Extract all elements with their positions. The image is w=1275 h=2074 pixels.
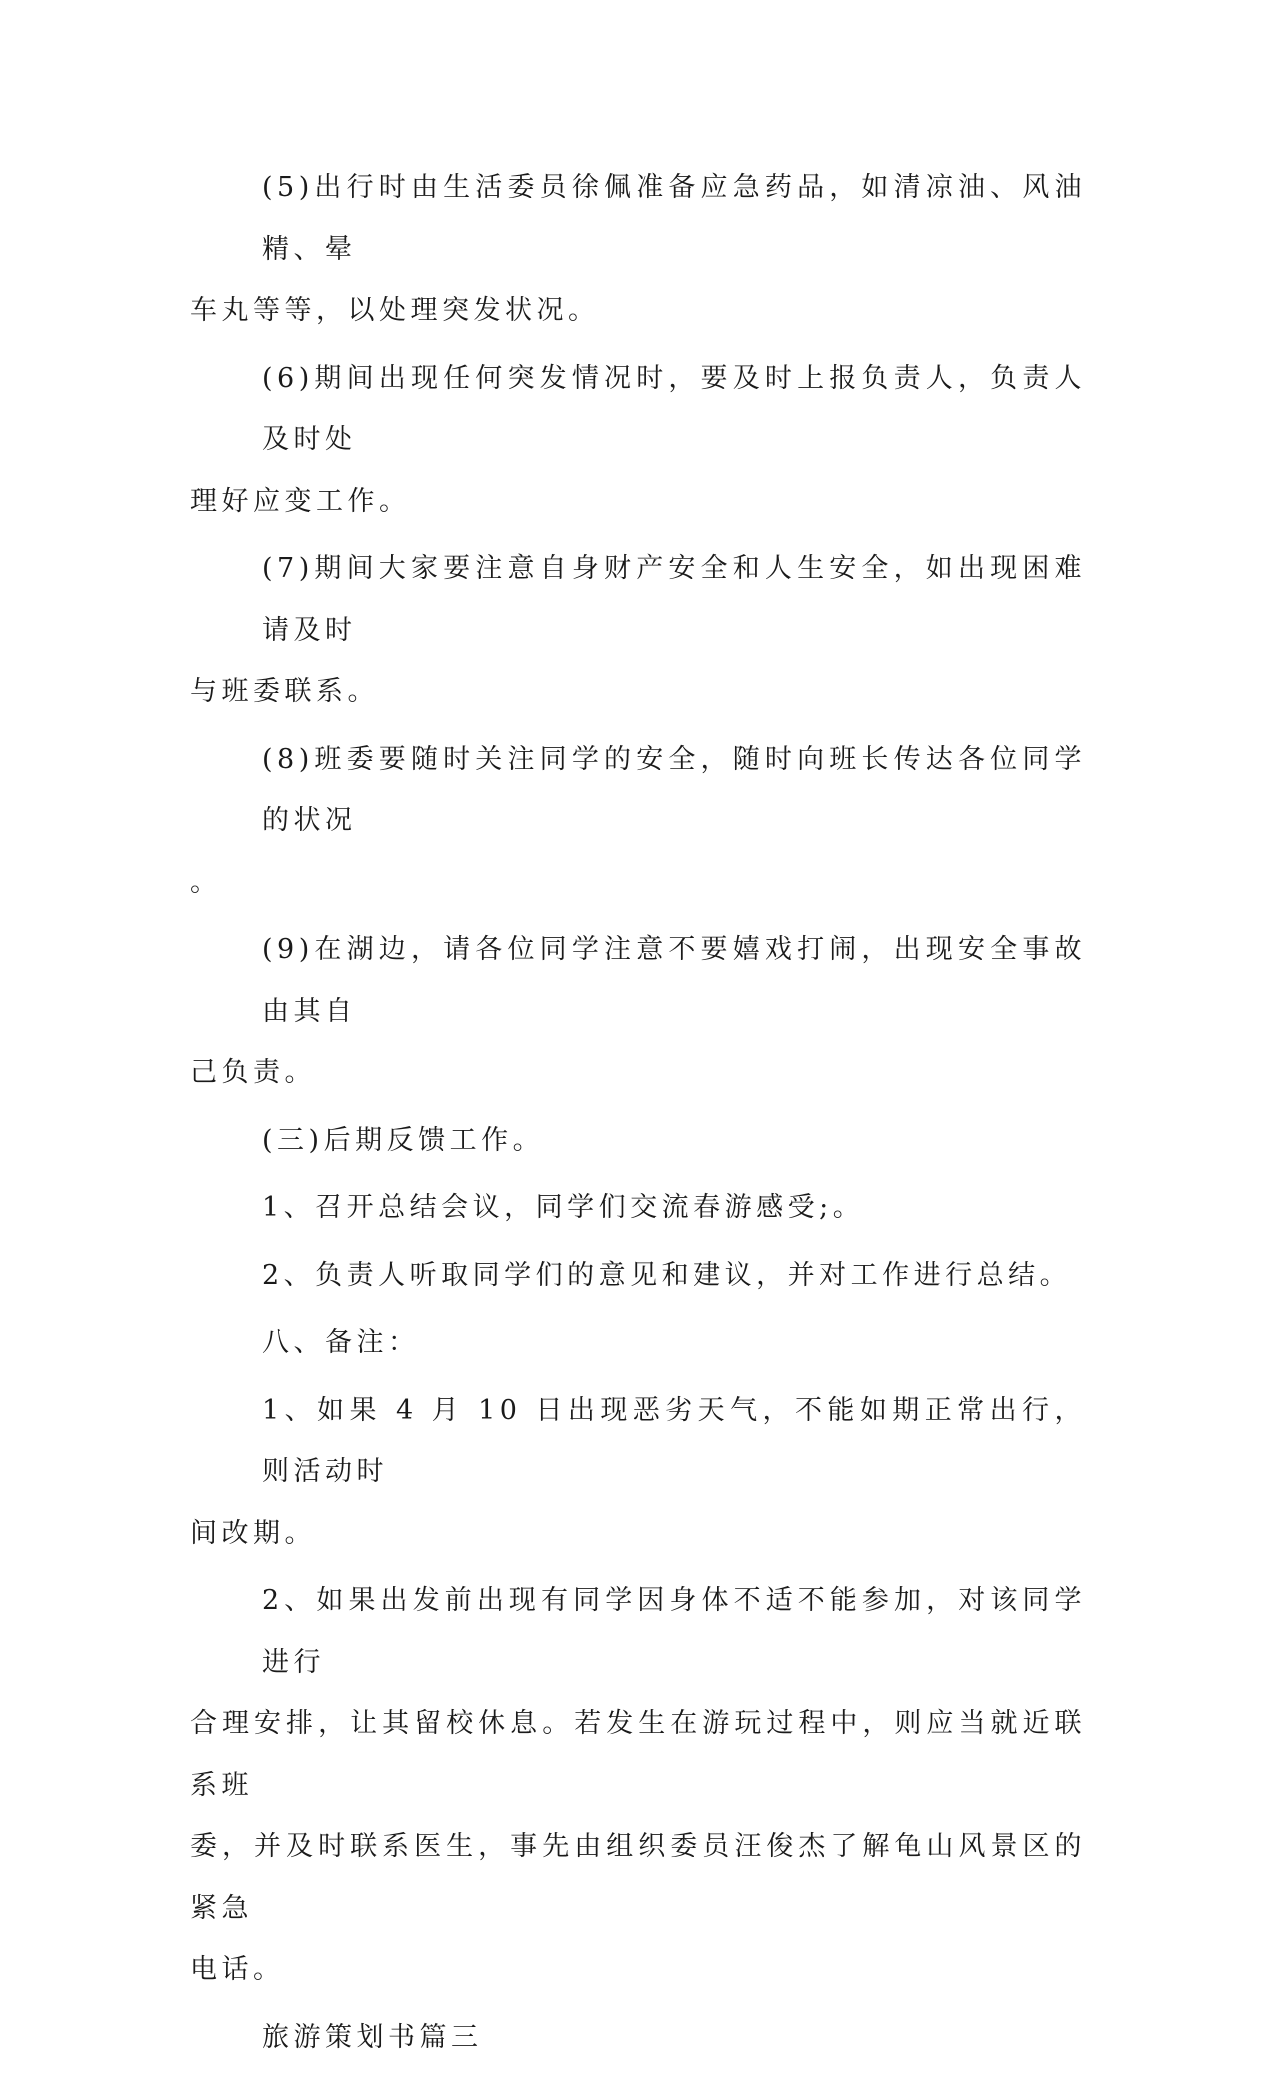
section-heading-notes	[190, 1312, 1086, 1374]
paragraph-item-8	[190, 729, 1086, 914]
paragraph-item-9	[190, 919, 1086, 1104]
paragraph-item-7	[190, 538, 1086, 723]
text-line: 电话。	[190, 1954, 285, 1985]
paragraph-item-6	[190, 348, 1086, 533]
text-line: (8)班委要随时关注同学的安全，随时向班长传达各位同学的状况	[262, 743, 1086, 836]
text-line: (三)后期反馈工作。	[262, 1124, 545, 1156]
text-line: 1、如果 4 月 10 日出现恶劣天气，不能如期正常出行，则活动时	[262, 1394, 1086, 1487]
text-line: 旅游策划书篇三	[262, 2021, 483, 2053]
document-body	[190, 157, 1086, 2074]
text-line: 1、召开总结会议，同学们交流春游感受;。	[262, 1192, 865, 1223]
paragraph-collect-feedback	[190, 1245, 1086, 1307]
paragraph-item-5	[190, 157, 1086, 342]
text-line: 委，并及时联系医生，事先由组织委员汪俊杰了解龟山风景区的紧急	[190, 1831, 1086, 1924]
section-heading-feedback	[190, 1110, 1086, 1172]
text-line: 己负责。	[190, 1057, 316, 1088]
text-line: 车丸等等，以处理突发状况。	[190, 295, 600, 326]
text-line: (6)期间出现任何突发情况时，要及时上报负责人，负责人及时处	[262, 362, 1086, 455]
paragraph-weather-note	[190, 1380, 1086, 1565]
section-title-plan-three	[190, 2007, 1086, 2069]
paragraph-summary-meeting	[190, 1177, 1086, 1239]
text-line: (5)出行时由生活委员徐佩准备应急药品，如清凉油、风油精、晕	[262, 172, 1086, 265]
text-line: 合理安排，让其留校休息。若发生在游玩过程中，则应当就近联系班	[190, 1708, 1086, 1801]
text-line: 理好应变工作。	[190, 485, 411, 517]
text-line: 与班委联系。	[190, 676, 379, 707]
text-line: 。	[190, 866, 222, 898]
paragraph-health-note	[190, 1570, 1086, 2001]
text-line: 八、备注：	[262, 1327, 420, 1358]
text-line: (7)期间大家要注意自身财产安全和人生安全，如出现困难请及时	[262, 553, 1086, 646]
text-line: 间改期。	[190, 1517, 316, 1549]
text-line: 2、负责人听取同学们的意见和建议，并对工作进行总结。	[262, 1259, 1072, 1291]
text-line: 2、如果出发前出现有同学因身体不适不能参加，对该同学进行	[262, 1585, 1086, 1678]
text-line: (9)在湖边，请各位同学注意不要嬉戏打闹，出现安全事故由其自	[262, 934, 1086, 1027]
